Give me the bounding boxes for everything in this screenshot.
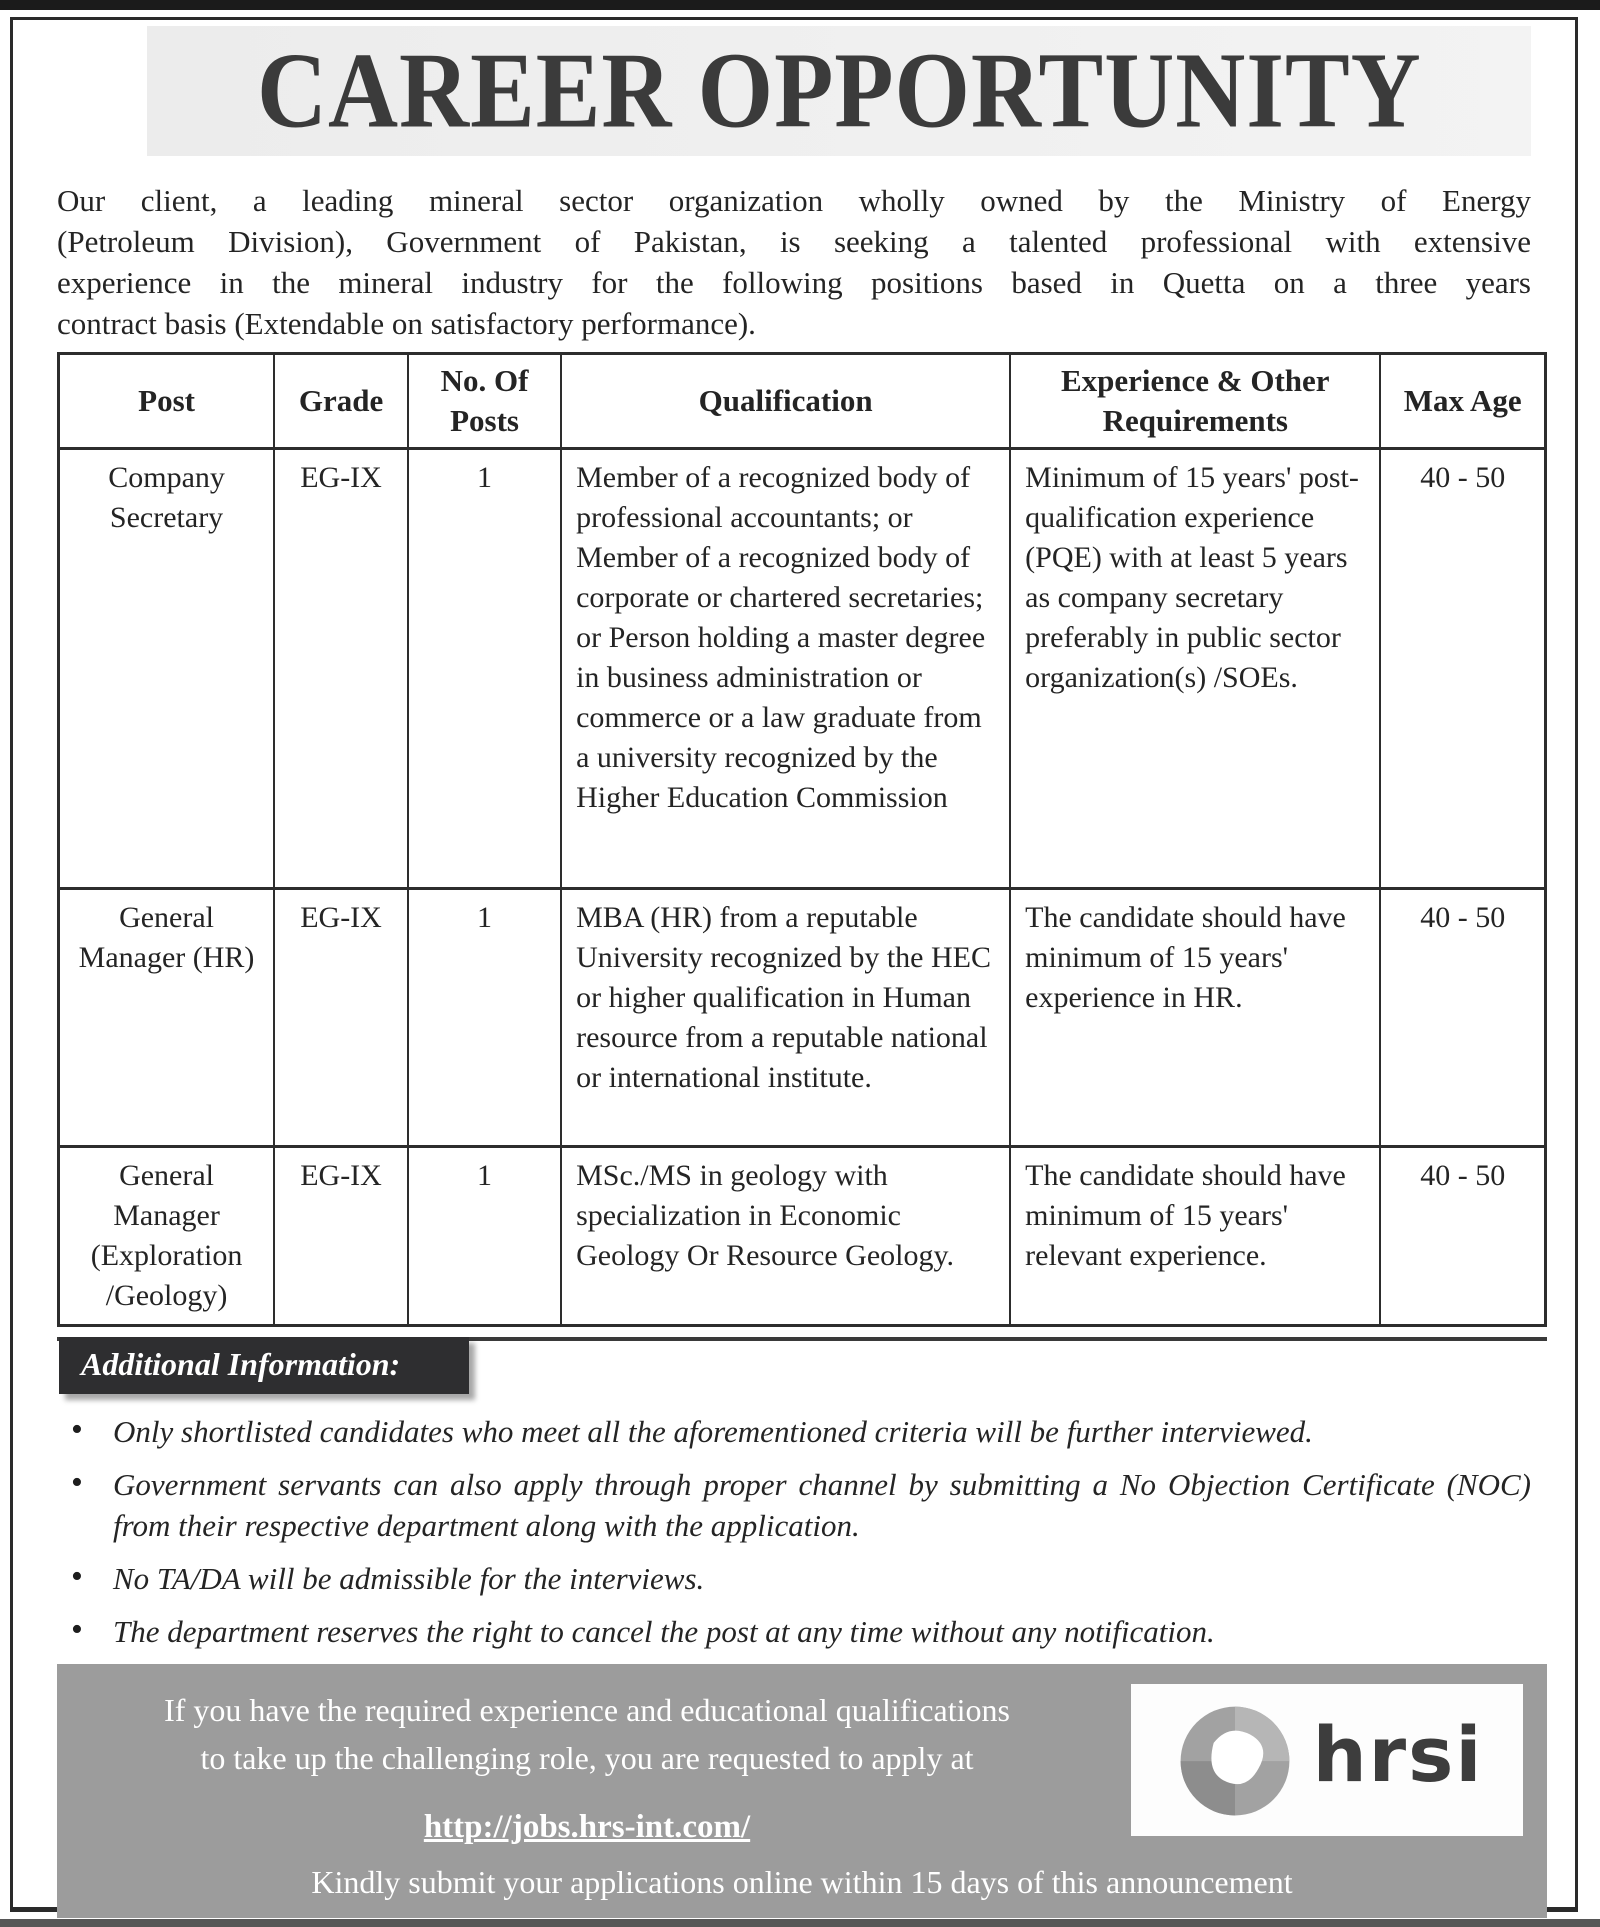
hrsi-swirl-icon [1171,1696,1299,1824]
cell-post: Company Secretary [59,449,275,889]
intro-line: contract basis (Extendable on satisfactory performance). [57,306,756,341]
list-item-text: No TA/DA will be admissible for the interviews. [113,1561,705,1596]
list-item-text: Only shortlisted candidates who meet all the aforementioned criteria will be further interviewed. [113,1414,1313,1449]
cell-grade: EG-IX [274,1147,408,1326]
cell-post: General Manager (Exploration /Geology) [59,1147,275,1326]
bullet-icon: • [71,1558,83,1595]
table-row [59,449,1546,889]
table-row [59,889,1546,1147]
intro-paragraph [57,180,1531,344]
cell-qualification: MBA (HR) from a reputable University recognized by the HEC or higher qualification in Human resource from a reputable national or international institute. [561,889,1010,1147]
col-header-grade: Grade [274,354,408,449]
list-item [57,1558,1531,1599]
career-ad-document [10,17,1578,1912]
cell-no-of-posts: 1 [408,449,561,889]
apply-closing-line: Kindly submit your applications online within 15 days of this announcement [311,1864,1293,1900]
list-item [57,1411,1531,1452]
apply-panel [57,1664,1547,1918]
cell-post: General Manager (HR) [59,889,275,1147]
bottom-edge-bar [0,1919,1600,1927]
cell-experience: The candidate should have minimum of 15 years' experience in HR. [1010,889,1380,1147]
apply-line-1: If you have the required experience and educational qualifications [164,1692,1010,1728]
application-url-link[interactable]: http://jobs.hrs-int.com/ [423,1809,751,1845]
intro-line: experience in the mineral industry for the following positions based in Quetta on a three years [57,265,1531,300]
cell-qualification: Member of a recognized body of professional accountants; or Member of a recognized body of corporate or chartered secretaries; or Person holding a master degree in business administration or commerce or a law graduate from a university recognized by the Higher Education Commission [561,449,1010,889]
col-header-post: Post [59,354,275,449]
col-header-no-of-posts: No. Of Posts [408,354,561,449]
hrsi-logo [1131,1684,1523,1836]
cell-experience: Minimum of 15 years' post-qualification experience (PQE) with at least 5 years as company secretary preferably in public sector organization(s) /SOEs. [1010,449,1380,889]
cell-experience: The candidate should have minimum of 15 years' relevant experience. [1010,1147,1380,1326]
cell-grade: EG-IX [274,889,408,1147]
intro-line: (Petroleum Division), Government of Pakistan, is seeking a talented professional with extensive [57,224,1531,259]
additional-info-list [57,1411,1531,1652]
positions-table [57,352,1547,1327]
list-item [57,1464,1531,1546]
cell-max-age: 40 - 50 [1380,889,1545,1147]
apply-panel-text [75,1678,1099,1850]
bullet-icon: • [71,1611,83,1648]
list-item-text: The department reserves the right to cancel the post at any time without any notification. [113,1614,1215,1649]
cell-no-of-posts: 1 [408,889,561,1147]
hrsi-logo-text: hrsi [1312,1710,1484,1799]
title-band [147,26,1531,156]
page-title: CAREER OPPORTUNITY [256,30,1422,151]
bullet-icon: • [71,1411,83,1448]
col-header-experience: Experience & Other Requirements [1010,354,1380,449]
col-header-qualification: Qualification [561,354,1010,449]
cell-max-age: 40 - 50 [1380,1147,1545,1326]
list-item-text: Government servants can also apply through proper channel by submitting a No Objection Certificate (NOC) from their respective department along with the application. [113,1467,1531,1543]
additional-info-label: Additional Information: [59,1337,469,1394]
bullet-icon: • [71,1464,83,1501]
top-edge-bar [0,0,1600,10]
table-row [59,1147,1546,1326]
apply-line-2: to take up the challenging role, you are requested to apply at [200,1740,974,1776]
table-header-row [59,354,1546,449]
cell-max-age: 40 - 50 [1380,449,1545,889]
additional-info-header [57,1337,1531,1395]
cell-qualification: MSc./MS in geology with specialization in Economic Geology Or Resource Geology. [561,1147,1010,1326]
cell-grade: EG-IX [274,449,408,889]
intro-line: Our client, a leading mineral sector organization wholly owned by the Ministry of Energy [57,183,1531,218]
col-header-max-age: Max Age [1380,354,1545,449]
cell-no-of-posts: 1 [408,1147,561,1326]
list-item [57,1611,1531,1652]
